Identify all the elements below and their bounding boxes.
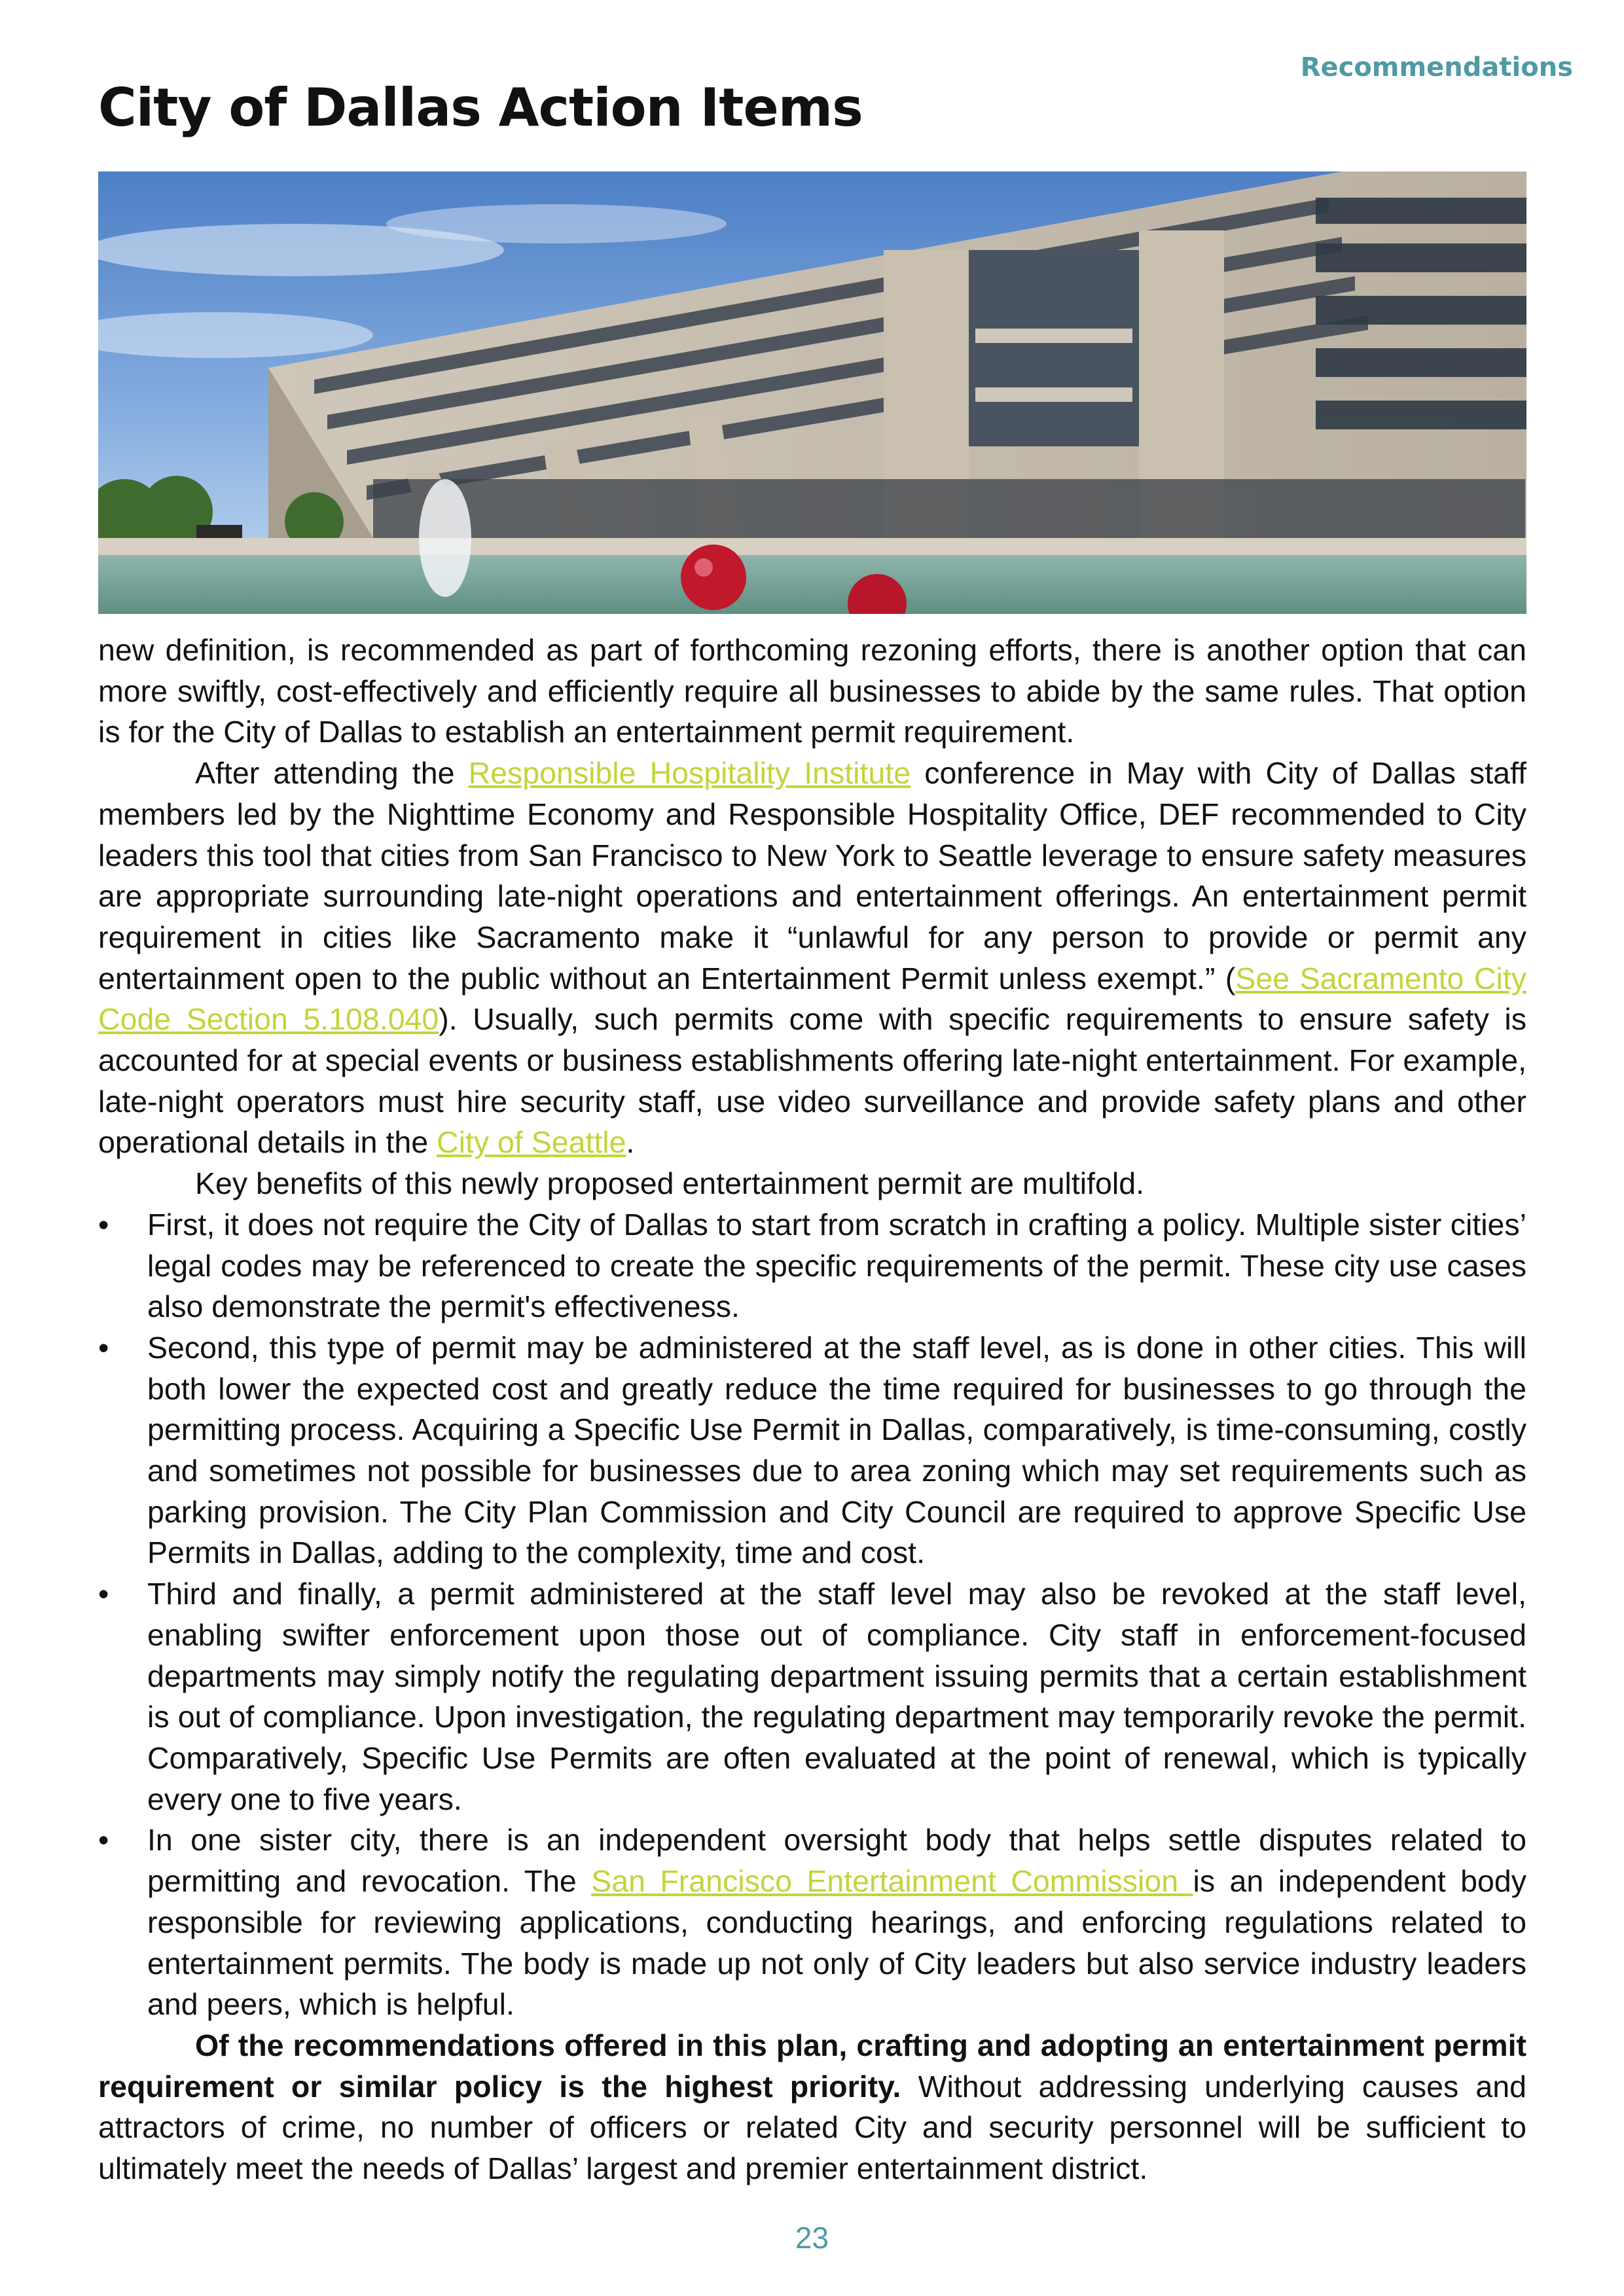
benefits-list: [98, 1204, 1526, 2025]
paragraph-2: [98, 753, 1526, 1163]
body-text: [98, 630, 1526, 2189]
priority-statement: Of the recommendations offered in this plan, crafting and adopting an entertainment permit requirement or similar policy is the highest priority.: [98, 2028, 1526, 2104]
dallas-city-hall-photo: [98, 171, 1526, 614]
list-item: [98, 1327, 1526, 1573]
paragraph-2-text-b: conference in May with City of Dallas staff members led by the Nighttime Economy and Responsible Hospitality Office, DEF recommended to City leaders this tool that cities from San Francisco to New York to Seattle leverage to ensure safety measures are appropriate surrounding late-night operations and entertainment offerings. An entertainment permit requirement in cities like Sacramento make it “unlawful for any person to provide or permit any entertainment open to the public without an Entertainment Permit unless exempt.” (: [98, 756, 1526, 996]
list-item: [98, 1573, 1526, 1820]
list-item-text: Third and finally, a permit administered at the staff level may also be revoked at the staff level, enabling swifter enforcement upon those out of compliance. City staff in enforcement-focused departments may simply notify the regulating department issuing permits that a certain establishment is out of compliance. Upon investigation, the regulating department may temporarily revoke the permit. Comparatively, Specific Use Permits are often evaluated at the point of renewal, which is typically every one to five years.: [147, 1577, 1526, 1816]
list-item: [98, 1204, 1526, 1327]
list-item-text: First, it does not require the City of Dallas to start from scratch in crafting a policy. Multiple sister cities’ legal codes may be referenced to create the specific requirements of the permit. These city use cases also demonstrate the permit's effectiveness.: [147, 1207, 1526, 1324]
paragraph-4-text: Without addressing underlying causes and attractors of crime, no number of officers or related City and security personnel will be sufficient to ultimately meet the needs of Dallas’ largest and premier entertainment district.: [98, 2069, 1527, 2186]
sacramento-city-code-link[interactable]: See Sacramento City Code Section 5.108.040: [98, 961, 1526, 1037]
list-item: [98, 1820, 1526, 2025]
responsible-hospitality-institute-link[interactable]: Responsible Hospitality Institute: [468, 756, 911, 791]
list-item-text-a: In one sister city, there is an independent oversight body that helps settle disputes related to permitting and revocation. The: [147, 1823, 1526, 1899]
paragraph-4: [98, 2025, 1526, 2189]
list-item-text-b: is an independent body responsible for reviewing applications, conducting hearings, and enforcing regulations related to entertainment permits. The body is made up not only of City leaders but also service industry leaders and peers, which is helpful.: [147, 1864, 1526, 2022]
page-title: City of Dallas Action Items: [98, 77, 863, 138]
sf-entertainment-commission-link[interactable]: San Francisco Entertainment Commission: [591, 1864, 1193, 1899]
bullet-icon: •: [98, 1823, 109, 1857]
paragraph-3: Key benefits of this newly proposed entertainment permit are multifold.: [195, 1166, 1144, 1201]
page-number: 23: [795, 2221, 829, 2255]
bullet-icon: •: [98, 1577, 109, 1611]
paragraph-2-text-a: After attending the: [195, 756, 469, 791]
city-of-seattle-link[interactable]: City of Seattle: [437, 1125, 626, 1160]
paragraph-2-text-d: .: [626, 1125, 635, 1160]
section-label: Recommendations: [1300, 52, 1573, 82]
bullet-icon: •: [98, 1330, 109, 1365]
list-item-text: Second, this type of permit may be administered at the staff level, as is done in other cities. This will both lower the expected cost and greatly reduce the time required for businesses to go through the permitting process. Acquiring a Specific Use Permit in Dallas, comparatively, is time-consuming, costly and sometimes not possible for businesses due to area zoning which may set requirements such as parking provision. The City Plan Commission and City Council are required to approve Specific Use Permits in Dallas, adding to the complexity, time and cost.: [147, 1330, 1526, 1570]
bullet-icon: •: [98, 1207, 109, 1242]
paragraph-2-text-c: ). Usually, such permits come with specific requirements to ensure safety is accounted for at special events or business establishments offering late-night entertainment. For example, late-night operators must hire security staff, use video surveillance and provide safety plans and other operational details in the: [98, 1002, 1526, 1160]
paragraph-1: new definition, is recommended as part of forthcoming rezoning efforts, there is another option that can more swiftly, cost-effectively and efficiently require all businesses to abide by the same rules. That option is for the City of Dallas to establish an entertainment permit requirement.: [98, 633, 1526, 749]
